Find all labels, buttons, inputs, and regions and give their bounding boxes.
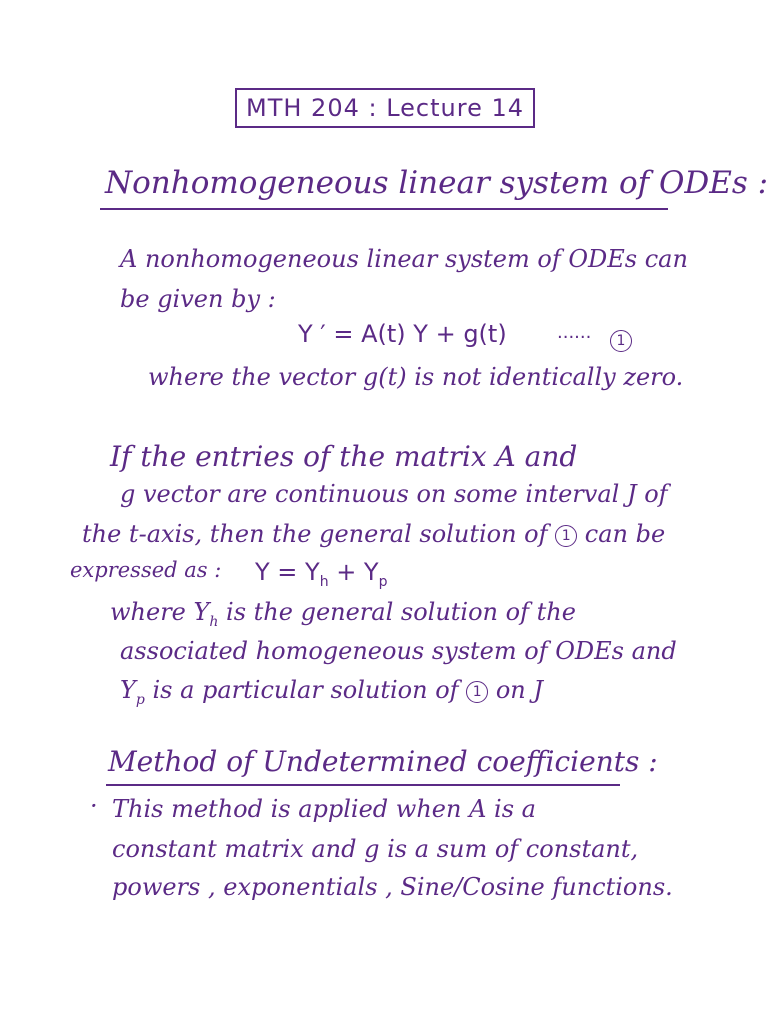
text-segment: Y — [120, 676, 136, 704]
lecture-title: MTH 204 : Lecture 14 — [235, 88, 535, 128]
subscript-h: h — [319, 573, 329, 590]
text-line: be given by : — [120, 285, 276, 313]
heading-underline — [106, 784, 620, 786]
text-line: where the vector g(t) is not identically zero. — [148, 363, 684, 391]
subscript-p: p — [378, 573, 388, 590]
text-line: g vector are continuous on some interval J of — [120, 480, 668, 508]
equation-part: Y = Y — [255, 558, 320, 586]
equation-number — [610, 330, 632, 352]
subscript-p: p — [135, 691, 145, 708]
equation-part: + Y — [328, 558, 379, 586]
bullet-point: · — [90, 792, 98, 820]
text-line: If the entries of the matrix A and — [110, 440, 578, 473]
equation-dots: ...... — [557, 322, 592, 343]
section-heading-nonhomogeneous: Nonhomogeneous linear system of ODEs : — [105, 165, 768, 201]
text-line: A nonhomogeneous linear system of ODEs can — [120, 245, 688, 273]
text-line: constant matrix and g is a sum of constant, — [112, 835, 639, 863]
equation-1: Y ′ = A(t) Y + g(t) — [298, 320, 507, 348]
text-line — [82, 520, 665, 548]
text-segment: is a particular solution of — [144, 676, 459, 704]
section-heading-method: Method of Undetermined coefficients : — [108, 745, 658, 778]
subscript-h: h — [209, 613, 219, 630]
text-segment: is the general solution of the — [218, 598, 576, 626]
text-segment: the t-axis, then the general solution of — [82, 520, 548, 548]
text-line: powers , exponentials , Sine/Cosine functions. — [112, 873, 673, 901]
general-solution-equation — [255, 558, 387, 590]
heading-underline — [100, 208, 668, 210]
circled-number: 1 — [466, 681, 488, 703]
text-line: expressed as : — [70, 558, 222, 582]
text-segment: where Y — [110, 598, 210, 626]
text-segment: on J — [495, 676, 543, 704]
text-line — [110, 598, 576, 630]
circled-number: 1 — [555, 525, 577, 547]
circled-number: 1 — [610, 330, 632, 352]
text-line — [120, 676, 543, 708]
text-line: associated homogeneous system of ODEs and — [120, 637, 677, 665]
text-line: This method is applied when A is a — [112, 795, 536, 823]
text-segment: can be — [584, 520, 666, 548]
